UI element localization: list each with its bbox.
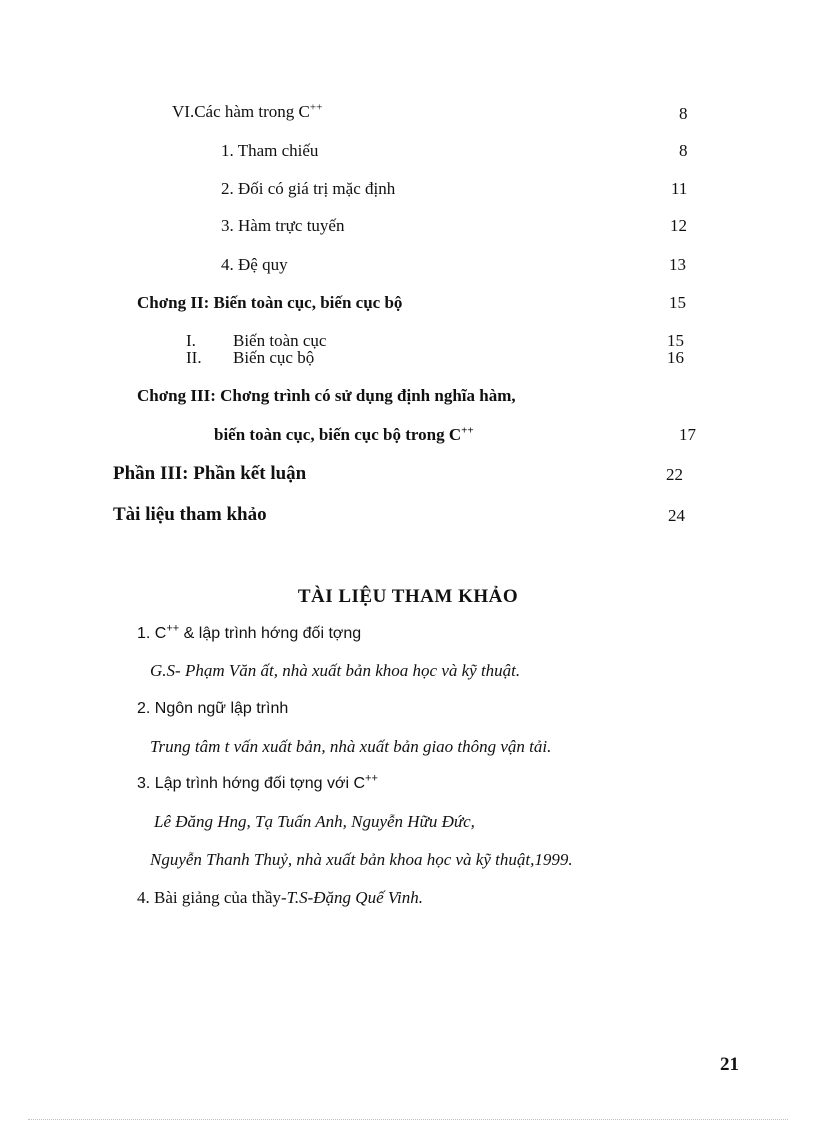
reference-detail-3a: Lê Đăng Hng, Tạ Tuấn Anh, Nguyễn Hữu Đức, [154,812,475,831]
toc-entry-phan-iii: Phần III: Phần kết luận [113,463,307,484]
reference-detail-1: G.S- Phạm Văn ất, nhà xuất bản khoa học và kỹ thuật. [150,661,521,680]
toc-num-bien-cuc-bo: II. [186,348,202,367]
toc-page-tham-chieu: 8 [679,141,688,160]
reference-item-2: 2. Ngôn ngữ lập trình [137,700,289,717]
reference-item-4: 4. Bài giảng của thầy-T.S-Đặng Quế Vinh. [137,888,423,907]
toc-entry-tham-chieu: 1. Tham chiếu [221,141,319,160]
references-title: TÀI LIỆU THAM KHẢO [297,586,519,607]
reference-item-3: 3. Lập trình hớng đối tợng với C++ [137,772,378,792]
reference-item-1: 1. C++ & lập trình hớng đối tợng [137,622,362,642]
toc-page-vi: 8 [679,104,688,123]
toc-entry-de-quy: 4. Đệ quy [221,255,288,274]
reference-detail-3b: Nguyễn Thanh Thuỷ, nhà xuất bản khoa học và kỹ thuật,1999. [150,850,573,869]
toc-entry-bien-cuc-bo: Biến cục bộ [233,348,315,367]
toc-entry-vi: VI.Các hàm trong C++ [172,101,323,121]
page-number: 21 [720,1054,739,1075]
toc-page-phan-iii: 22 [666,465,683,484]
toc-page-ham-truc-tuyen: 12 [670,216,687,235]
toc-page-bien-toan-cuc: 15 [667,331,684,350]
toc-entry-tai-lieu: Tài liệu tham khảo [113,504,267,525]
toc-entry-chuong-iii: Chơng III: Chơng trình có sử dụng định nghĩa hàm, [137,386,516,405]
toc-page-chuong-iii: 17 [679,425,696,444]
toc-entry-ham-truc-tuyen: 3. Hàm trực tuyến [221,216,345,235]
toc-entry-bien-toan-cuc: Biến toàn cục [233,331,327,350]
toc-page-tai-lieu: 24 [668,506,685,525]
toc-page-bien-cuc-bo: 16 [667,348,684,367]
toc-page-de-quy: 13 [669,255,686,274]
toc-page-chuong-ii: 15 [669,293,686,312]
toc-num-bien-toan-cuc: I. [186,331,196,350]
toc-page-doi-mac-dinh: 11 [671,179,688,198]
toc-entry-chuong-iii-cont: biến toàn cục, biến cục bộ trong C++ [214,424,474,444]
toc-entry-chuong-ii: Chơng II: Biến toàn cục, biến cục bộ [137,293,403,312]
toc-entry-doi-mac-dinh: 2. Đối có giá trị mặc định [221,179,396,198]
page-bottom-border [28,1119,788,1120]
reference-detail-2: Trung tâm t vấn xuất bản, nhà xuất bản giao thông vận tải. [150,737,552,756]
